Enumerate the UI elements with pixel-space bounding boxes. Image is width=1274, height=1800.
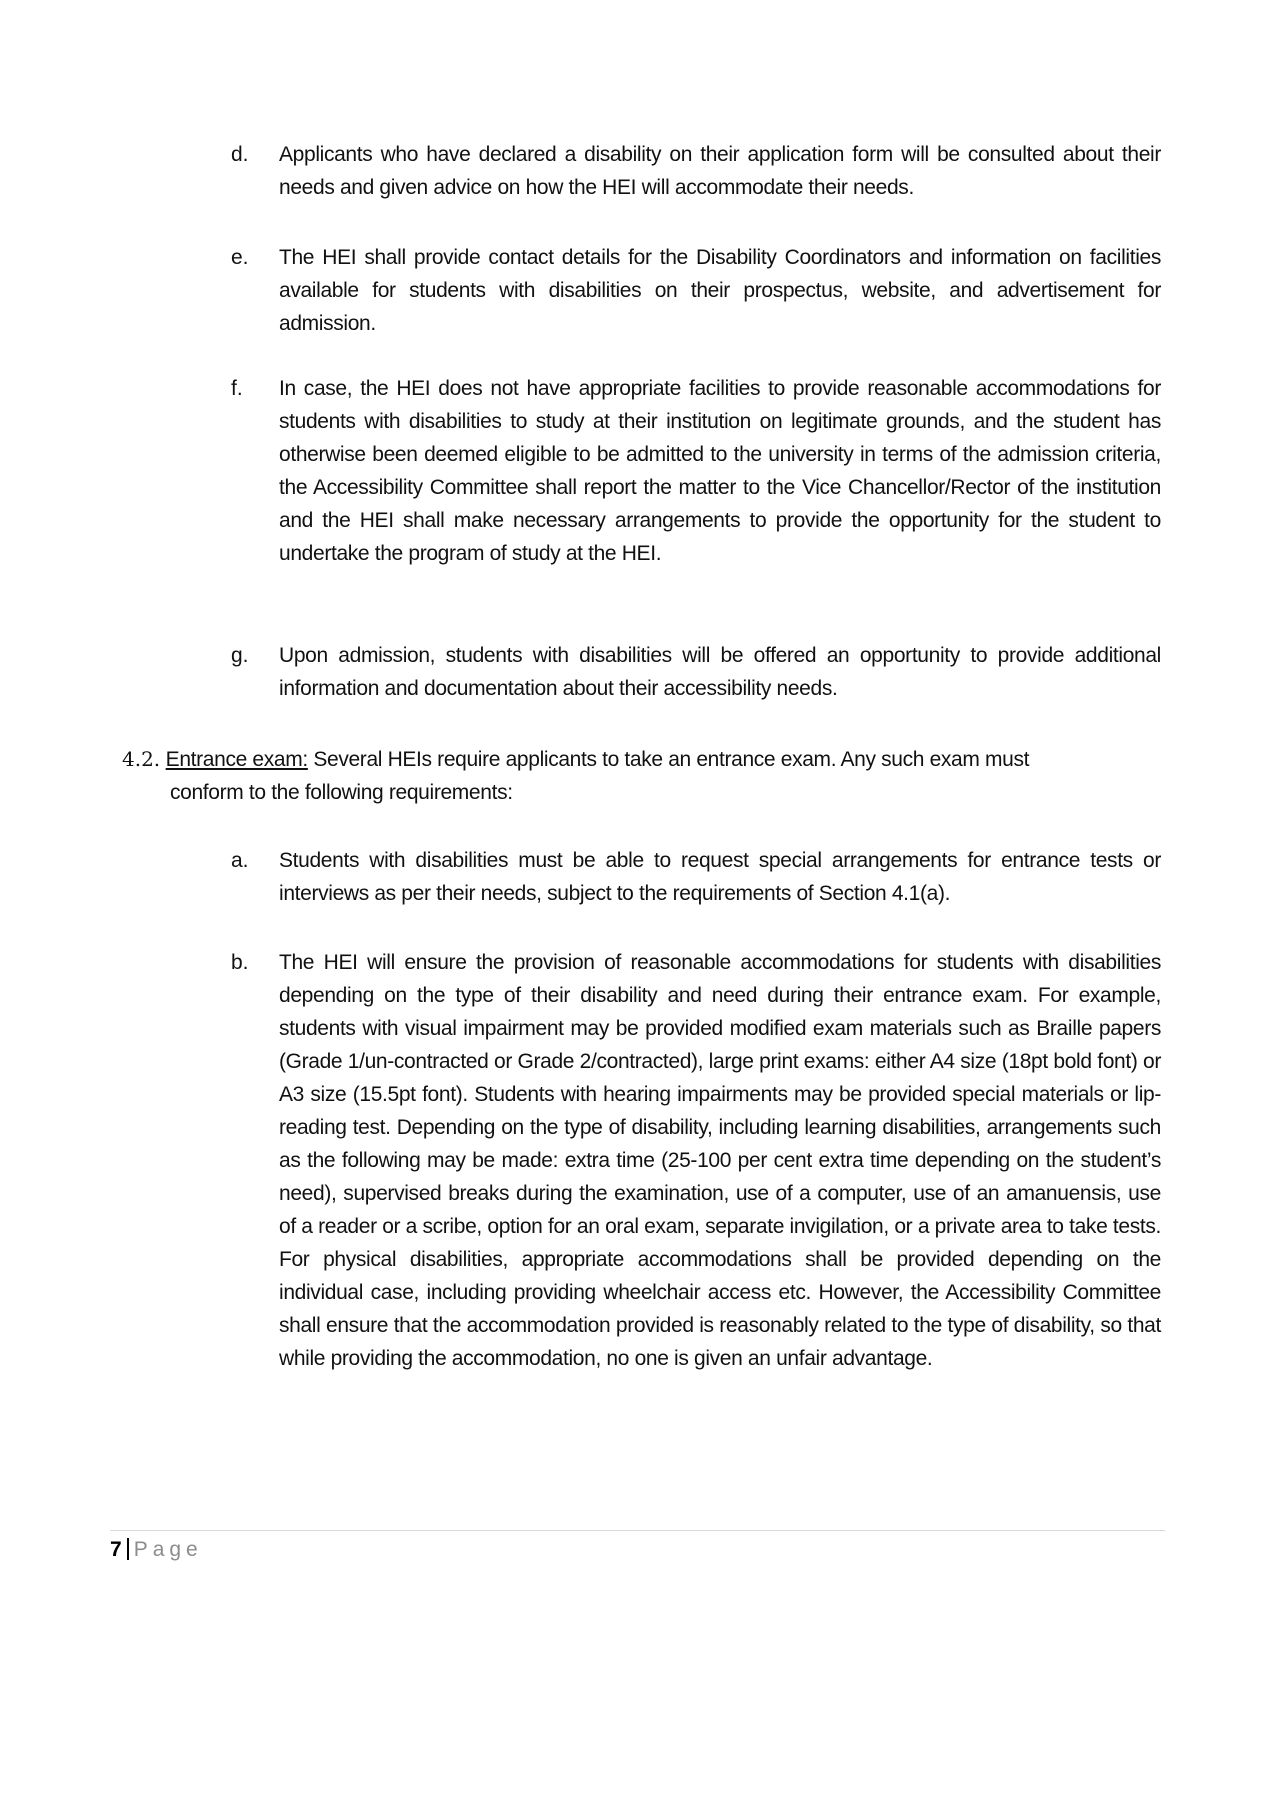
section-title: Entrance exam: (165, 748, 308, 771)
section-intro-line2: conform to the following requirements: (170, 781, 513, 804)
list-marker: f. (231, 377, 243, 400)
list-item-e (231, 241, 1161, 340)
page-footer (110, 1535, 203, 1565)
list-marker: a. (231, 849, 249, 872)
list-item-b (231, 946, 1161, 1375)
section-intro-line1: Several HEIs require applicants to take an entrance exam. Any such exam must (307, 748, 1030, 771)
section-heading-4-2 (122, 743, 1162, 809)
footer-separator (127, 1538, 129, 1560)
list-item-text: Upon admission, students with disabilities will be offered an opportunity to provide additional information and documentation about their accessibility needs. (279, 644, 1161, 700)
list-item-d (231, 138, 1161, 204)
list-item-text: The HEI shall provide contact details for the Disability Coordinators and information on facilities available for students with disabilities on their prospectus, website, and advertisement for admission. (279, 246, 1161, 335)
page-number: 7 (110, 1538, 122, 1561)
list-marker: g. (231, 644, 249, 667)
list-item-f (231, 372, 1161, 570)
footer-divider (110, 1530, 1165, 1531)
section-number: 4.2. (122, 747, 161, 771)
list-item-text: In case, the HEI does not have appropriate facilities to provide reasonable accommodations for students with disabilities to study at their institution on legitimate grounds, and the student has otherwise been deemed eligible to be admitted to the university in terms of the admission criteria, the Accessibility Committee shall report the matter to the Vice Chancellor/Rector of the institution and the HEI shall make necessary arrangements to provide the opportunity for the student to undertake the program of study at the HEI. (279, 377, 1161, 565)
list-item-text: The HEI will ensure the provision of reasonable accommodations for students with disabilities depending on the type of their disability and need during their entrance exam. For example, students with visual impairment may be provided modified exam materials such as Braille papers (Grade 1/un-contracted or Grade 2/contracted), large print exams: either A4 size (18pt bold font) or A3 size (15.5pt font). Students with hearing impairments may be provided special materials or lip-reading test. Depending on the type of disability, including learning disabilities, arrangements such as the following may be made: extra time (25-100 per cent extra time depending on the student’s need), supervised breaks during the examination, use of a computer, use of an amanuensis, use of a reader or a scribe, option for an oral exam, separate invigilation, or a private area to take tests. For physical disabilities, appropriate accommodations shall be provided depending on the individual case, including providing wheelchair access etc. However, the Accessibility Committee shall ensure that the accommodation provided is reasonably related to the type of disability, so that while providing the accommodation, no one is given an unfair advantage. (279, 951, 1161, 1370)
list-marker: b. (231, 951, 249, 974)
list-marker: e. (231, 246, 249, 269)
list-marker: d. (231, 143, 249, 166)
page-label: Page (133, 1538, 203, 1561)
list-item-text: Students with disabilities must be able to request special arrangements for entrance tests or interviews as per their needs, subject to the requirements of Section 4.1(a). (279, 849, 1161, 905)
list-item-text: Applicants who have declared a disability on their application form will be consulted about their needs and given advice on how the HEI will accommodate their needs. (279, 143, 1161, 199)
list-item-g (231, 639, 1161, 705)
list-item-a (231, 844, 1161, 910)
